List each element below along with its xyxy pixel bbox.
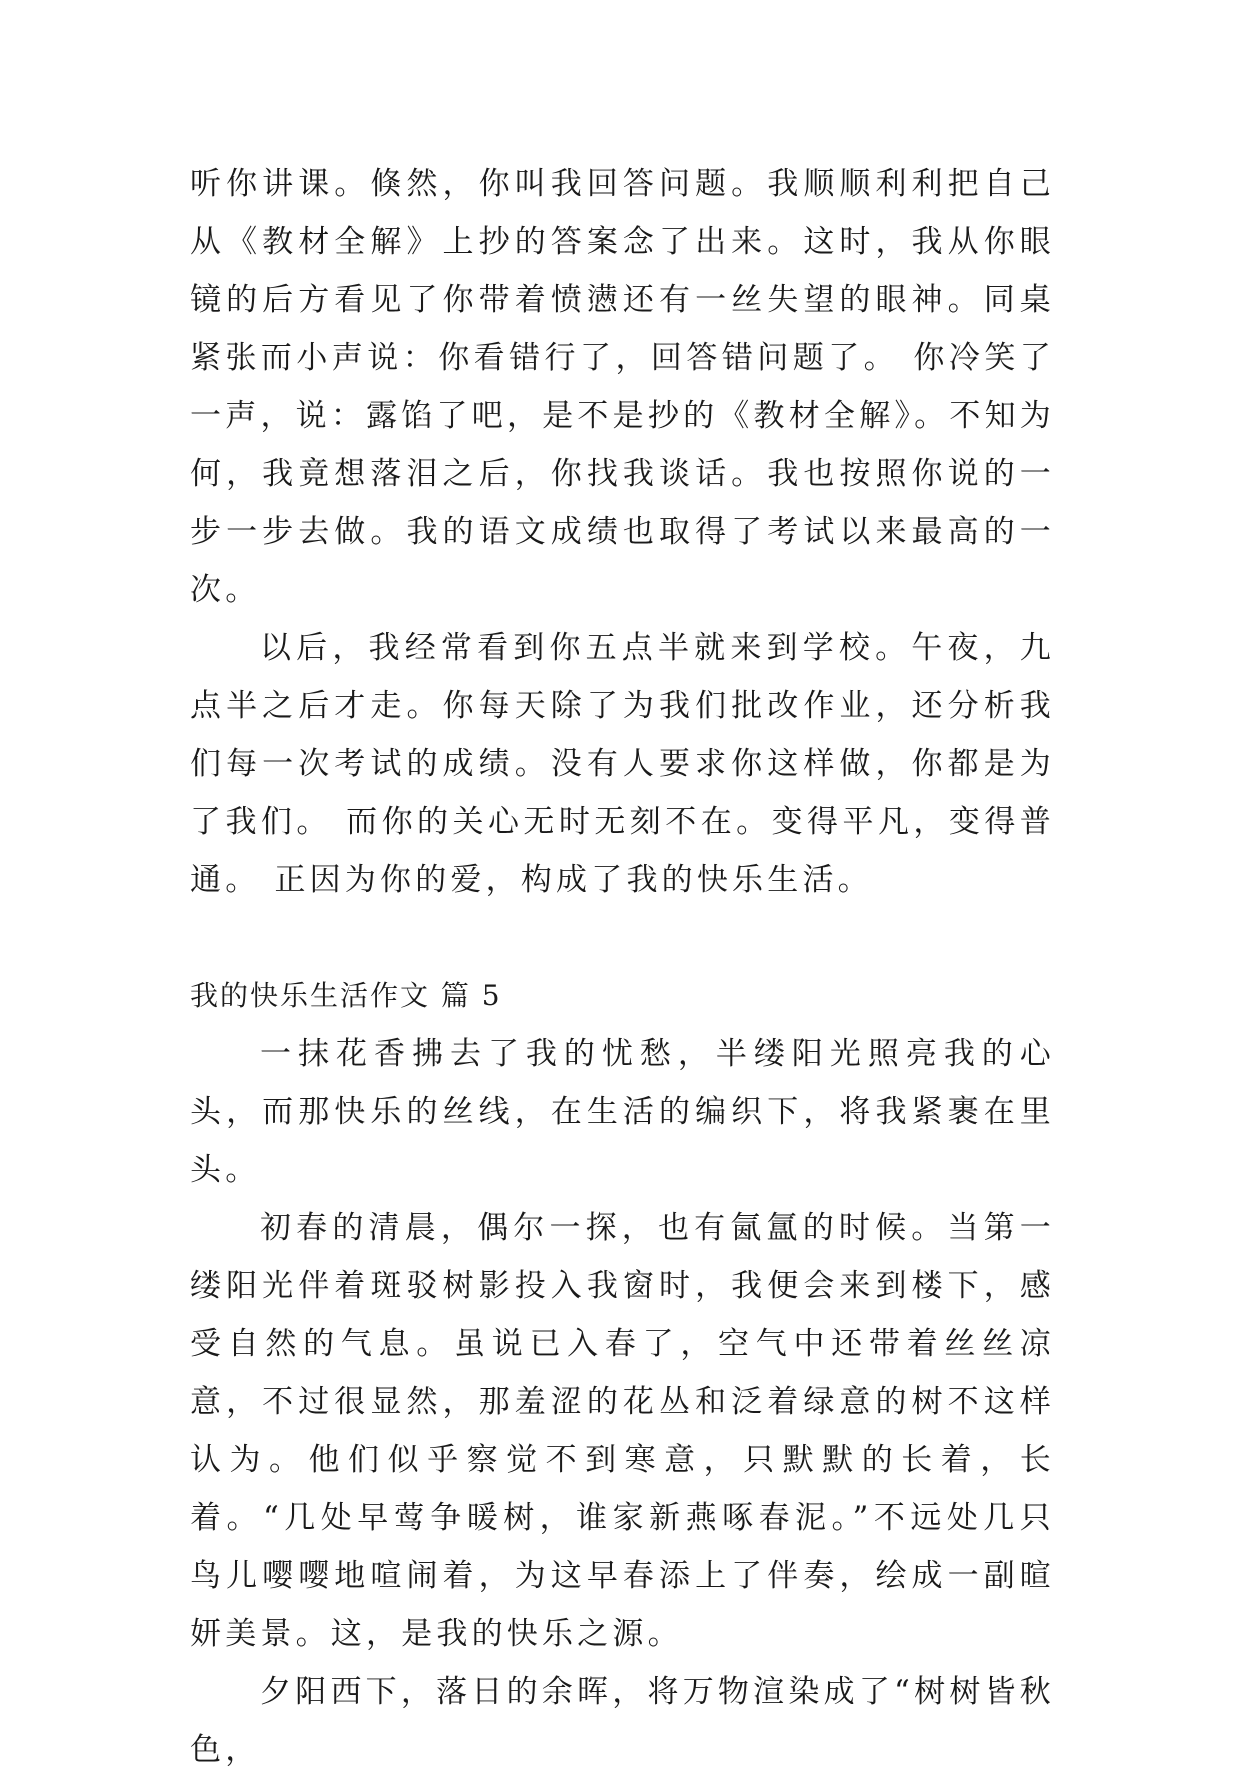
paragraph: 一抹花香拂去了我的忧愁，半缕阳光照亮我的心头，而那快乐的丝线，在生活的编织下，将我紧裹在里头。 [190,1036,1055,1188]
paragraph: 夕阳西下，落日的余晖，将万物渲染成了“树树皆秋色， [190,1674,1055,1768]
document-page [190,155,1055,1779]
paragraph: 以后，我经常看到你五点半就来到学校。午夜，九点半之后才走。你每天除了为我们批改作业，还分析我们每一次考试的成绩。没有人要求你这样做，你都是为了我们。 而你的关心无时无刻不在。变得平凡，变得普通。 正因为你的爱，构成了我的快乐生活。 [190,630,1055,898]
section-spacer [190,909,1055,967]
section-title: 我的快乐生活作文 篇 5 [190,979,502,1012]
paragraph: 听你讲课。倏然，你叫我回答问题。我顺顺利利把自己从《教材全解》上抄的答案念了出来。这时，我从你眼镜的后方看见了你带着愤懑还有一丝失望的眼神。同桌紧张而小声说：你看错行了，回答错问题了。 你冷笑了一声，说：露馅了吧，是不是抄的《教材全解》。不知为何，我竟想落泪之后，你找我谈话。我也按照你说的一步一步去做。我的语文成绩也取得了考试以来最高的一次。 [190,166,1055,608]
paragraph: 初春的清晨，偶尔一探，也有氤氲的时候。当第一缕阳光伴着斑驳树影投入我窗时，我便会来到楼下，感受自然的气息。虽说已入春了，空气中还带着丝丝凉意，不过很显然，那羞涩的花丛和泛着绿意的树不这样认为。他们似乎察觉不到寒意，只默默的长着，长着。“几处早莺争暖树，谁家新燕啄春泥。”不远处几只鸟儿嘤嘤地喧闹着，为这早春添上了伴奏，绘成一副暄妍美景。这，是我的快乐之源。 [190,1210,1055,1652]
